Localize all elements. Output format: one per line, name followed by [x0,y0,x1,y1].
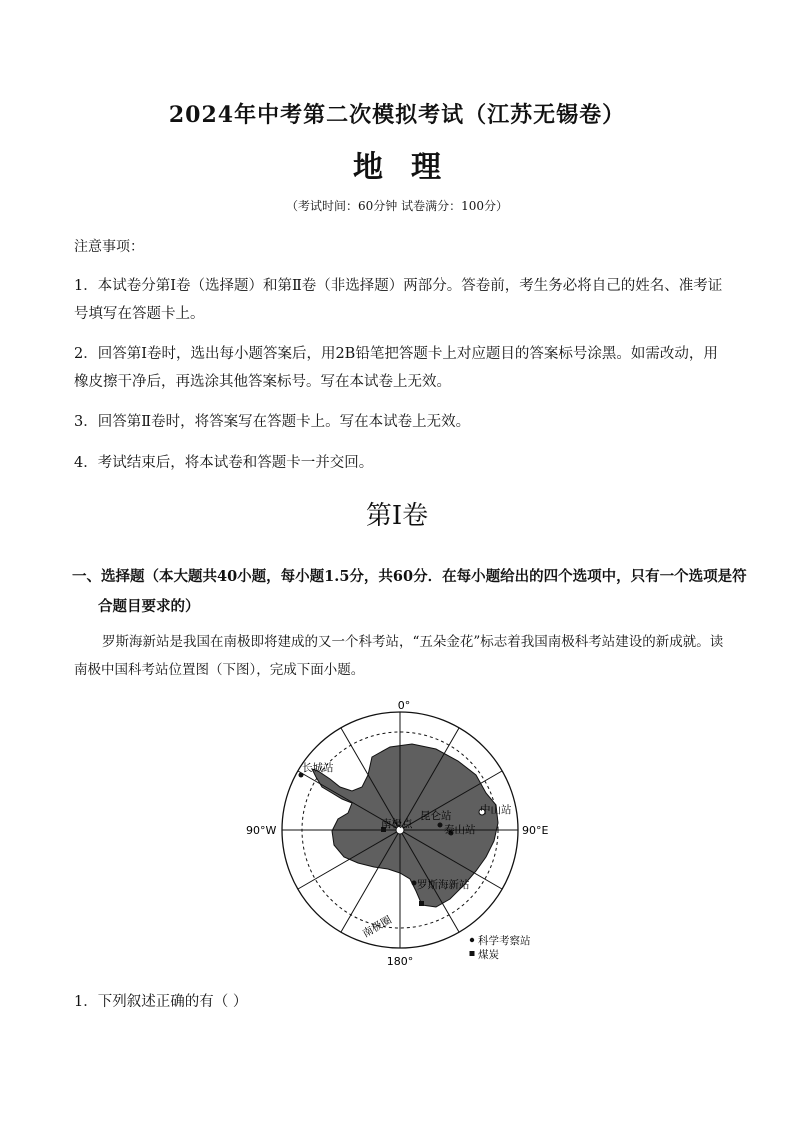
notice-item-2: 2．回答第Ⅰ卷时，选出每小题答案后，用2B铅笔把答题卡上对应题目的答案标号涂黑。如需改动，用橡皮擦干净后，再选涂其他答案标号。写在本试卷上无效。 [74,346,718,390]
legend-station-label: 科学考察站 [478,935,531,947]
notice-item-3: 3．回答第Ⅱ卷时，将答案写在答题卡上。写在本试卷上无效。 [74,414,471,430]
coal-marker-ross [419,901,424,906]
label-zhongshan: 中山站 [480,804,512,816]
notice-heading: 注意事项： [74,239,144,255]
antarctica-station-map [240,695,560,970]
notice-item-4: 4．考试结束后，将本试卷和答题卡一并交回。 [74,455,374,471]
label-rossnew: 罗斯海新站 [417,879,470,891]
label-90w: 90°W [246,824,277,837]
question-1: 1．下列叙述正确的有（ ） [74,994,248,1010]
label-greatwall: 长城站 [302,762,334,774]
label-0: 0° [397,699,411,712]
label-180: 180° [386,955,414,968]
map-svg [240,695,560,970]
legend-coal-marker [470,951,475,956]
station-kunlun [438,823,443,828]
choice-section-heading: 一、选择题（本大题共40小题，每小题1.5分，共60分．在每小题给出的四个选项中，只有一个选项是符合题目要求的） [72,568,747,615]
legend-coal-label: 煤炭 [478,949,499,961]
label-pole: 南极点 [381,818,413,830]
section-title: 第Ⅰ卷 [365,501,429,531]
legend-station-marker [470,938,474,942]
notice-item-1: 1．本试卷分第Ⅰ卷（选择题）和第Ⅱ卷（非选择题）两部分。答卷前，考生务必将自己的姓名、准考证号填写在答题卡上。 [74,278,723,322]
exam-info: （考试时间：60分钟 试卷满分：100分） [286,199,508,213]
label-kunlun: 昆仑站 [420,810,452,822]
label-taishan: 泰山站 [444,824,476,836]
label-90e: 90°E [522,824,549,837]
station-rossnew [412,881,417,886]
label-antarctic-circle: 南极圈 [360,913,394,941]
subject-title: 地理 [353,150,469,185]
question-intro: 罗斯海新站是我国在南极即将建成的又一个科考站，“五朵金花”标志着我国南极科考站建设的新成就。读南极中国科考站位置图（下图），完成下面小题。 [74,634,724,678]
page-title: 2024年中考第二次模拟考试（江苏无锡卷） [168,102,626,128]
